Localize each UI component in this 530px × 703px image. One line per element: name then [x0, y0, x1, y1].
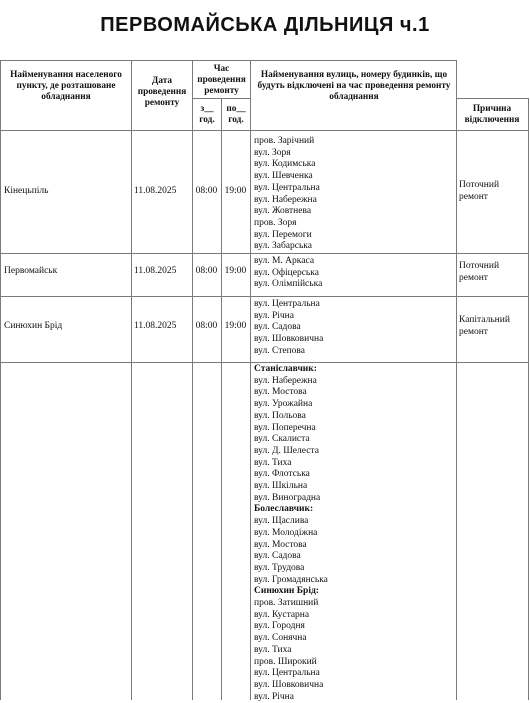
row3-date: 11.08.2025 — [134, 321, 177, 331]
street-item: вул. Д. Шелеста — [254, 445, 319, 456]
street-item: пров. Затишний — [254, 598, 319, 609]
street-item: вул. Тиха — [254, 457, 292, 468]
street-item: вул. Садова — [254, 322, 301, 333]
street-item: вул. Шкільна — [254, 481, 308, 492]
street-item: вул. Центральна — [254, 299, 320, 309]
header-streets: Найменування вулиць, номеру будинків, що будуть відключені на час проведення ремонту обладнання — [257, 70, 451, 102]
row4-streets — [254, 364, 328, 703]
street-item: вул. М. Аркаса — [254, 256, 315, 266]
row-divider-1 — [0, 253, 528, 254]
row1-reason: Поточний ремонт — [459, 180, 500, 202]
street-item: вул. Шевченка — [254, 171, 313, 182]
street-item: пров. Зоря — [254, 217, 297, 228]
header-date: Дата проведення ремонту — [137, 76, 187, 108]
row-divider-3 — [0, 362, 528, 363]
street-item: вул. Зоря — [254, 147, 291, 158]
street-item: вул. Громадянська — [254, 574, 328, 585]
settlement-group-heading: Станіславчик: — [254, 364, 317, 374]
header-time-to: по__ год. — [226, 104, 246, 125]
street-item: вул. Щаслива — [254, 516, 309, 527]
row3-reason: Капітальний ремонт — [459, 315, 510, 337]
street-item: вул. Городня — [254, 621, 305, 632]
row3-to: 19:00 — [224, 321, 247, 331]
street-item: вул. Кодимська — [254, 159, 316, 170]
street-item: вул. Річна — [254, 691, 294, 702]
street-item: вул. Молодіжна — [254, 527, 318, 538]
row1-settlement: Кінецьпіль — [4, 186, 49, 196]
street-item: пров. Широкий — [254, 656, 317, 667]
street-item: вул. Польова — [254, 410, 306, 421]
street-item: вул. Мостова — [254, 539, 307, 550]
street-item: вул. Степова — [254, 345, 305, 356]
row2-from: 08:00 — [195, 266, 218, 276]
outage-table — [0, 60, 530, 700]
street-item: вул. Сонячна — [254, 633, 307, 644]
row2-date: 11.08.2025 — [134, 266, 177, 276]
header-reason: Причина відключення — [464, 104, 520, 125]
row1-date: 11.08.2025 — [134, 186, 177, 196]
street-item: вул. Урожайна — [254, 399, 313, 410]
col-line-2 — [192, 60, 193, 700]
row3-from: 08:00 — [195, 321, 218, 331]
page-title: ПЕРВОМАЙСЬКА ДІЛЬНИЦЯ ч.1 — [100, 14, 430, 36]
street-item: вул. Набережна — [254, 194, 317, 205]
street-item: вул. Мостова — [254, 387, 307, 398]
row2-reason: Поточний ремонт — [459, 261, 500, 283]
street-item: вул. Кустарна — [254, 609, 310, 620]
street-item: вул. Жовтнева — [254, 206, 312, 217]
street-item: вул. Садова — [254, 551, 301, 562]
row1-streets — [254, 136, 320, 253]
street-item: вул. Річна — [254, 310, 294, 321]
street-item: вул. Центральна — [254, 182, 320, 193]
col-line-6 — [528, 98, 529, 700]
street-item: вул. Офіцерська — [254, 267, 319, 278]
street-item: вул. Скалиста — [254, 434, 310, 445]
street-item: вул. Олімпійська — [254, 279, 323, 290]
settlement-group-heading: Синюхин Брід: — [254, 586, 319, 597]
row2-settlement: Первомайськ — [4, 266, 58, 276]
col-line-4 — [250, 60, 251, 700]
col-line-1 — [131, 60, 132, 700]
row3-streets — [254, 299, 323, 358]
street-item: вул. Шовковична — [254, 679, 324, 690]
street-item: вул. Перемоги — [254, 229, 312, 240]
col-line-5 — [456, 60, 457, 700]
street-item: вул. Трудова — [254, 562, 305, 573]
header-bottom-line — [0, 130, 528, 131]
settlement-group-heading: Болеславчик: — [254, 504, 314, 515]
street-item: вул. Виноградна — [254, 492, 321, 503]
street-item: вул. Поперечна — [254, 422, 316, 433]
street-item: вул. Набережна — [254, 375, 317, 386]
row1-to: 19:00 — [224, 186, 247, 196]
row2-streets — [254, 256, 322, 291]
col-line-0 — [0, 60, 1, 700]
row-divider-2 — [0, 296, 528, 297]
header-settlement: Найменування населеного пункту, де розташоване обладнання — [10, 70, 122, 102]
street-item: вул. Шовковична — [254, 334, 324, 345]
row3-settlement: Синюхин Брід — [4, 321, 63, 331]
header-time-from: з__ год. — [199, 104, 215, 125]
street-item: вул. Флотська — [254, 469, 310, 480]
header-time: Час проведення ремонту — [197, 64, 246, 96]
street-item: вул. Тиха — [254, 644, 292, 655]
street-item: вул. Центральна — [254, 668, 320, 679]
row2-to: 19:00 — [224, 266, 247, 276]
row1-from: 08:00 — [195, 186, 218, 196]
table-border-top — [0, 60, 456, 61]
reason-header-top — [456, 98, 528, 99]
street-item: вул. Забарська — [254, 241, 312, 252]
street-item: пров. Зарічний — [254, 136, 315, 146]
